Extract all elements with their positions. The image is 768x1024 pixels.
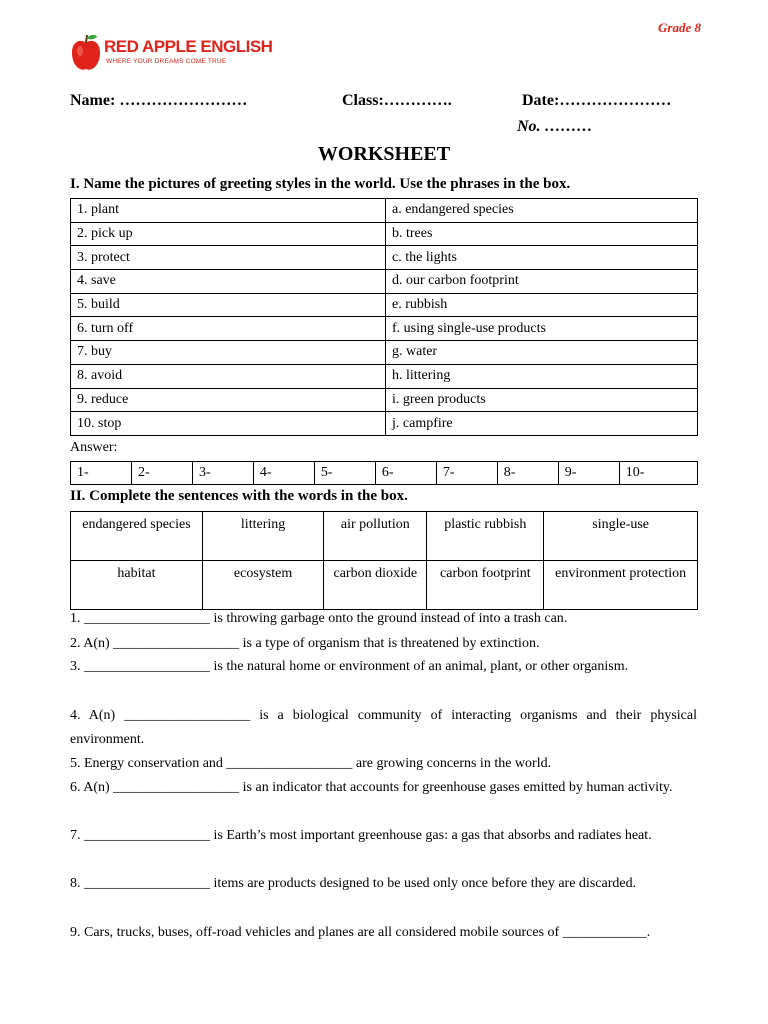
word-cell: carbon footprint xyxy=(427,561,544,610)
phrase-cell: e. rubbish xyxy=(386,293,698,317)
verb-cell: 8. avoid xyxy=(71,364,386,388)
answer-cell[interactable]: 5- xyxy=(314,462,375,485)
verb-cell: 5. build xyxy=(71,293,386,317)
question-item: 8. __________________ items are products designed to be used only once before they are discarded. xyxy=(70,876,637,891)
grade-label: Grade 8 xyxy=(658,20,701,35)
word-cell: habitat xyxy=(71,561,203,610)
word-cell: single-use xyxy=(544,512,698,561)
section1-heading: I. Name the pictures of greeting styles in the world. Use the phrases in the box. xyxy=(70,176,571,192)
matching-row xyxy=(71,246,698,270)
phrase-cell: a. endangered species xyxy=(386,199,698,223)
word-cell: littering xyxy=(202,512,323,561)
matching-row xyxy=(71,341,698,365)
matching-row xyxy=(71,412,698,436)
apple-icon xyxy=(70,33,102,73)
question-item: 4. A(n) __________________ is a biological community of interacting organisms and their physical environment. xyxy=(70,708,697,747)
word-box-table xyxy=(70,511,698,610)
word-row xyxy=(71,512,698,561)
brand-tagline: WHERE YOUR DREAMS COME TRUE xyxy=(106,58,227,65)
number-field-label: No. ……… xyxy=(517,118,593,135)
brand-logo xyxy=(70,33,273,73)
matching-row xyxy=(71,388,698,412)
answer-cell[interactable]: 7- xyxy=(436,462,497,485)
matching-row xyxy=(71,293,698,317)
word-cell: environment protection xyxy=(544,561,698,610)
matching-row xyxy=(71,317,698,341)
matching-row xyxy=(71,199,698,223)
verb-cell: 1. plant xyxy=(71,199,386,223)
word-cell: endangered species xyxy=(71,512,203,561)
phrase-cell: c. the lights xyxy=(386,246,698,270)
verb-cell: 10. stop xyxy=(71,412,386,436)
brand-name: RED APPLE ENGLISH xyxy=(104,37,273,56)
question-item: 3. __________________ is the natural home or environment of an animal, plant, or other organism. xyxy=(70,659,629,674)
phrase-cell: j. campfire xyxy=(386,412,698,436)
answer-cell[interactable]: 6- xyxy=(375,462,436,485)
answer-row xyxy=(71,462,698,485)
answer-cell[interactable]: 8- xyxy=(497,462,558,485)
matching-table xyxy=(70,198,698,436)
answer-cell[interactable]: 4- xyxy=(253,462,314,485)
date-field-label: Date:………………… xyxy=(522,92,672,109)
verb-cell: 9. reduce xyxy=(71,388,386,412)
question-item: 7. __________________ is Earth’s most important greenhouse gas: a gas that absorbs and radiates heat. xyxy=(70,828,652,843)
verb-cell: 3. protect xyxy=(71,246,386,270)
verb-cell: 6. turn off xyxy=(71,317,386,341)
answer-cell[interactable]: 1- xyxy=(71,462,132,485)
question-item: 9. Cars, trucks, buses, off-road vehicles and planes are all considered mobile sources of ____________. xyxy=(70,925,651,940)
verb-cell: 7. buy xyxy=(71,341,386,365)
matching-row xyxy=(71,270,698,294)
word-row xyxy=(71,561,698,610)
class-field-label: Class:…………. xyxy=(342,92,452,109)
phrase-cell: g. water xyxy=(386,341,698,365)
page-title: WORKSHEET xyxy=(317,143,451,165)
question-item: 2. A(n) __________________ is a type of organism that is threatened by extinction. xyxy=(70,636,540,651)
answer-label: Answer: xyxy=(70,440,118,455)
question-item: 1. __________________ is throwing garbage onto the ground instead of into a trash can. xyxy=(70,611,568,626)
section2-heading: II. Complete the sentences with the words in the box. xyxy=(70,488,408,504)
word-cell: air pollution xyxy=(324,512,427,561)
matching-row xyxy=(71,364,698,388)
name-field-label: Name: …………………… xyxy=(70,92,248,109)
word-cell: ecosystem xyxy=(202,561,323,610)
phrase-cell: i. green products xyxy=(386,388,698,412)
answer-table xyxy=(70,461,698,485)
phrase-cell: d. our carbon footprint xyxy=(386,270,698,294)
question-item: 6. A(n) __________________ is an indicator that accounts for greenhouse gases emitted by human activity. xyxy=(70,780,673,795)
question-item: 5. Energy conservation and __________________ are growing concerns in the world. xyxy=(70,756,552,771)
answer-cell[interactable]: 10- xyxy=(619,462,697,485)
answer-cell[interactable]: 9- xyxy=(558,462,619,485)
phrase-cell: h. littering xyxy=(386,364,698,388)
answer-cell[interactable]: 3- xyxy=(192,462,253,485)
word-cell: carbon dioxide xyxy=(324,561,427,610)
matching-row xyxy=(71,222,698,246)
verb-cell: 4. save xyxy=(71,270,386,294)
verb-cell: 2. pick up xyxy=(71,222,386,246)
phrase-cell: b. trees xyxy=(386,222,698,246)
word-cell: plastic rubbish xyxy=(427,512,544,561)
answer-cell[interactable]: 2- xyxy=(131,462,192,485)
phrase-cell: f. using single-use products xyxy=(386,317,698,341)
